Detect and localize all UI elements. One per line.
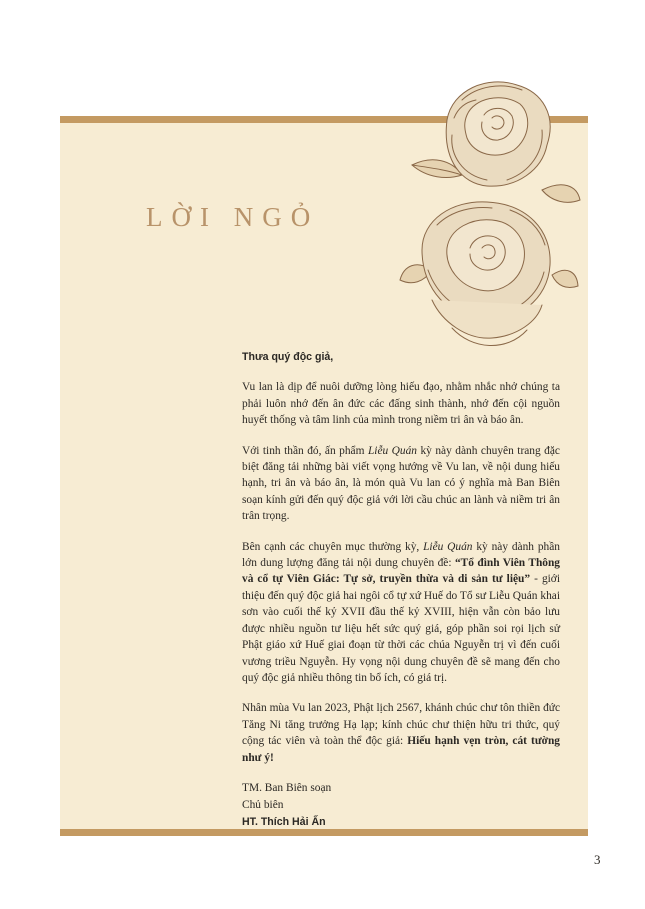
greeting: Thưa quý độc giả,: [242, 351, 334, 363]
rose-illustration: [392, 60, 582, 360]
signature-org: TM. Ban Biên soạn: [242, 781, 332, 794]
page-title: LỜI NGỎ: [146, 202, 320, 232]
signature-name: HT. Thích Hải Ấn: [242, 815, 326, 828]
paragraph-3: Bên cạnh các chuyên mục thường kỳ, Liễu Quán kỳ này dành phần lớn dung lượng đăng tải nội dung chuyên đề: “Tổ đình Viên Thông và cổ tự Viên Giác: Tự sở, truyền thừa và di sản tư liệu” - giới thiệu đến quý độc giả hai ngôi cổ tự xứ Huế do Tổ sư Liễu Quán khai sơn vào cuối thế kỷ XVII đầu thế kỷ XVIII, hiện vẫn còn bảo lưu được nhiều nguồn tư liệu hết sức quý giá, góp phần soi rọi lịch sử Phật giáo xứ Huế giai đoạn từ thời các chúa Nguyễn trị vì đến cuối vương triều Nguyễn. Hy vọng nội dung chuyên đề sẽ mang đến cho quý độc giả nhiều thông tin bổ ích, có giá trị.: [242, 540, 561, 684]
letter-body: [242, 349, 560, 831]
topic-title: “Tổ đình Viên Thông và cổ tự Viên Giác: Tự sở, truyền thừa và di sản tư liệu”: [242, 557, 561, 586]
publication-name: Liễu Quán: [367, 444, 417, 457]
signature-role: Chủ biên: [242, 798, 284, 811]
publication-name: Liễu Quán: [423, 540, 473, 553]
signature-block: [242, 780, 560, 831]
paragraph-4: Nhân mùa Vu lan 2023, Phật lịch 2567, khánh chúc chư tôn thiền đức Tăng Ni tăng trưởng Hạ lạp; kính chúc chư thiện hữu tri thức, quý cộng tác viên và toàn thể độc giả: Hiếu hạnh vẹn tròn, cát tường như ý!: [242, 702, 560, 764]
paragraph-2: Với tinh thần đó, ấn phẩm Liễu Quán kỳ này dành chuyên trang đặc biệt đăng tải những bài viết vọng hướng về Vu lan, về nội dung hiếu hạnh, tri ân và báo ân, là món quà Vu lan có ý nghĩa mà Ban Biên soạn kính gửi đến quý độc giả với lời cầu chúc an lành và niềm tri ân trân trọng.: [242, 444, 560, 523]
paragraph-1: Vu lan là dịp để nuôi dưỡng lòng hiếu đạo, nhằm nhắc nhở chúng ta phải luôn nhớ đến ân đức các đấng sinh thành, nhớ đến cội nguồn huyết thống và tâm linh của mình trong niềm tri ân và báo ân.: [242, 381, 560, 427]
wish-text: Hiếu hạnh vẹn tròn, cát tường như ý!: [242, 735, 560, 764]
page-number: 3: [594, 852, 601, 867]
